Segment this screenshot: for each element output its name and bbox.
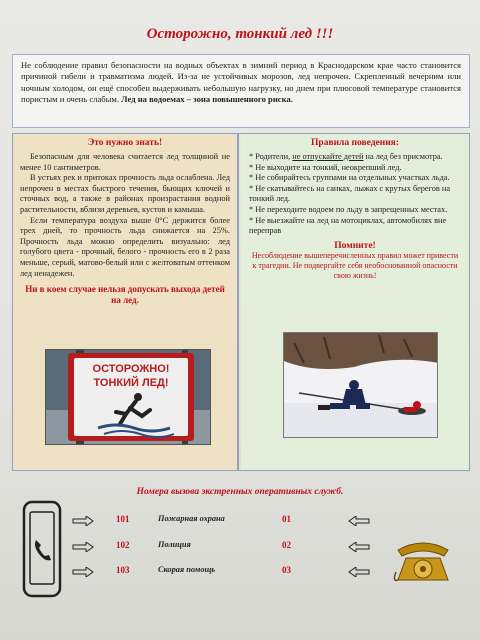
arrow-right-icon: [72, 516, 94, 526]
main-panel: [12, 133, 470, 471]
short-number: 101: [116, 514, 130, 524]
emergency-row-police: [72, 540, 392, 554]
rule-item: * Родители, не отпускайте детей на лед без присмотра.: [249, 152, 443, 161]
rules-heading: Правила поведения:: [311, 138, 399, 148]
intro-box: [12, 54, 470, 128]
ice-rescue-photo: [283, 332, 438, 438]
info-paragraph: Если температура воздуха выше 0°С держится более трех дней, то прочность льда снижается на 25%. Прочность льда можно определить визуально: лед голубого цвета - прочный, белого - прочность его в 2 раза меньше, серый, матово-белый или с желтоватым оттенком лед ненадежен.: [20, 215, 230, 278]
service-name: Пожарная охрана: [158, 514, 225, 523]
info-column: [13, 134, 239, 470]
remember-text: Несоблюдение вышеперечисленных правил может привести к трагедии. Не подвергайте себя необоснованной опасности свою жизнь!: [251, 250, 459, 280]
arrow-left-icon: [348, 516, 370, 526]
landline-number: 01: [282, 514, 291, 524]
rule-item: * Не выходите на тонкий, неокрепший лед.: [249, 162, 402, 172]
rotary-telephone-icon: [392, 538, 454, 584]
mobile-phone-icon: [22, 500, 62, 598]
short-number: 102: [116, 540, 130, 550]
arrow-left-icon: [348, 542, 370, 552]
info-heading: Это нужно знать!: [87, 138, 163, 148]
service-name: Скорая помощь: [158, 565, 216, 574]
children-warning: Ни в коем случае нельзя допускать выхода детей на лед.: [25, 284, 225, 306]
rule-item: * Не переходите водоем по льду в запрещенных местах.: [249, 204, 448, 214]
landline-number: 02: [282, 540, 291, 550]
rule-item: * Не собирайтесь группами на отдельных участках льда.: [249, 173, 450, 183]
sign-text-2: ТОНКИЙ ЛЕД!: [93, 377, 169, 389]
thin-ice-sign-photo: [45, 349, 211, 445]
info-paragraph: Безопасным для человека считается лед толщиной не менее 10 сантиметров.: [20, 152, 230, 172]
emergency-row-fire: [72, 514, 392, 528]
rule-item: * Не скатывайтесь на санках, лыжах с крутых берегов на тонкий лед.: [249, 183, 451, 204]
info-paragraph: В устьях рек и притоках прочность льда ослаблена. Лед непрочен в местах быстрого течения, бьющих ключей и сточных вод, а также в районах произрастания водной растительности, вблизи деревьев, кустов и камыша.: [20, 173, 230, 214]
emergency-title: Номера вызова экстренных оперативных служб.: [136, 487, 344, 497]
short-number: 103: [116, 565, 130, 575]
arrow-left-icon: [348, 567, 370, 577]
arrow-right-icon: [72, 542, 94, 552]
emergency-row-ambulance: [72, 565, 392, 579]
rules-column: [241, 134, 469, 470]
sign-text-1: ОСТОРОЖНО!: [92, 363, 170, 375]
arrow-right-icon: [72, 567, 94, 577]
intro-bold: Лед на водоемах – зона повышенного риска.: [121, 94, 293, 105]
remember-heading: Помните!: [334, 240, 376, 251]
page-title: Осторожно, тонкий лед !!!: [146, 26, 334, 42]
rules-list: [249, 152, 461, 237]
service-name: Полиция: [158, 540, 191, 549]
landline-number: 03: [282, 565, 291, 575]
intro-text: Не соблюдение правил безопасности на водных объектах в зимний период в Краснодарском крае часто становится причиной гибели и травматизма людей. Из-за не устойчивых морозов, лед непрочен. Скрепленный вечерним или ночным холодом, он ещё способен выдерживать небольшую нагрузку, но днем при плюсовой температуре становится пористым и очень слабым.: [21, 60, 461, 105]
rule-item: * Не выезжайте на лед на мотоциклах, автомобилях вне переправ: [249, 215, 447, 236]
